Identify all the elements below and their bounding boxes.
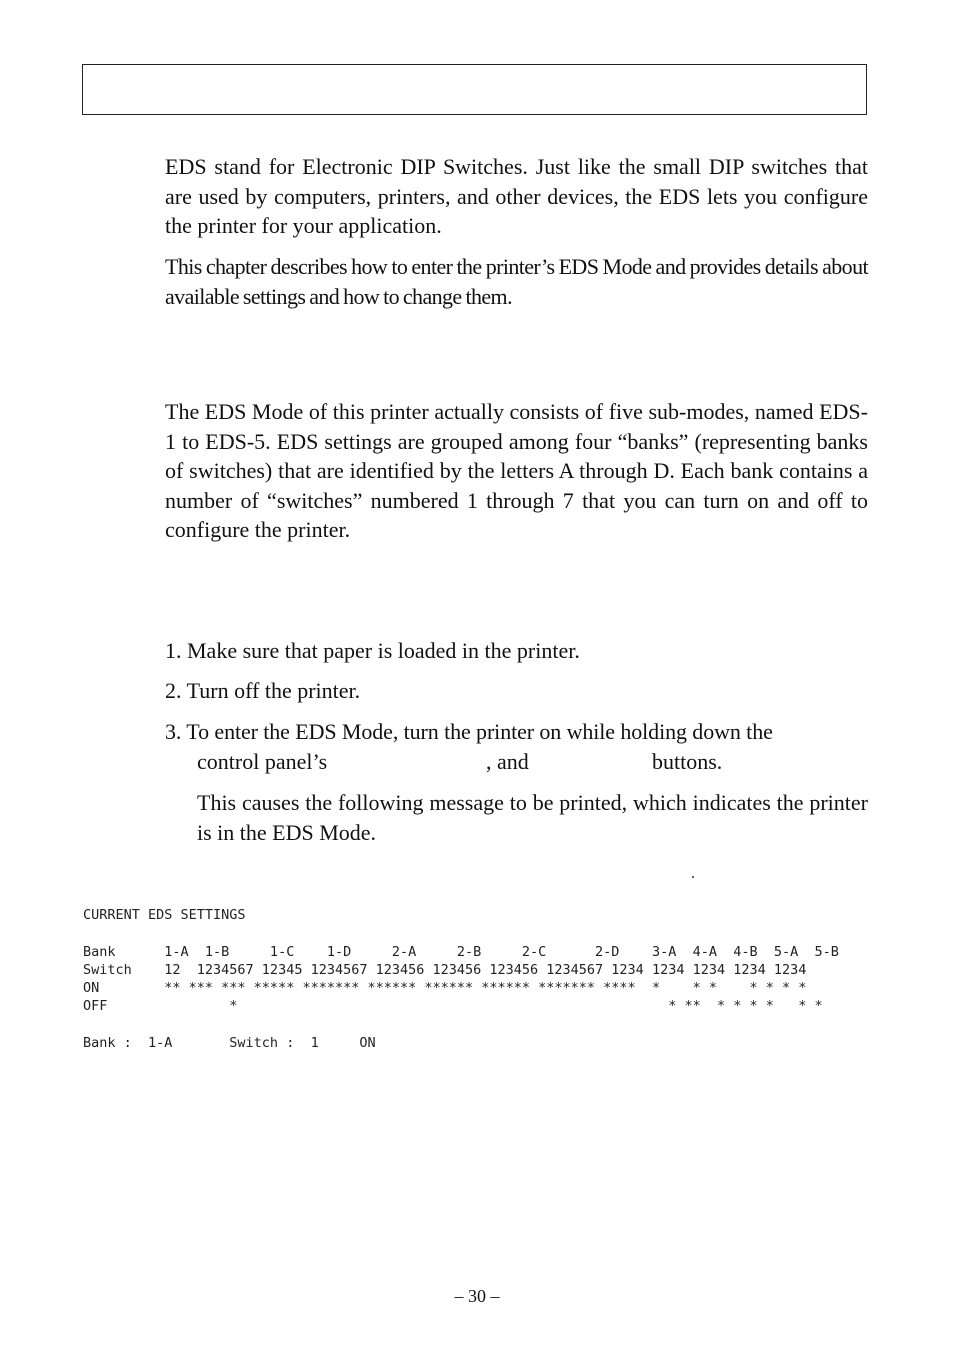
- step-3: 3. To enter the EDS Mode, turn the printer on while holding down the: [165, 719, 773, 744]
- printout-title: CURRENT EDS SETTINGS: [83, 907, 246, 923]
- step-3-continuation-c: buttons.: [652, 749, 723, 774]
- page-number: – 30 –: [454, 1286, 500, 1306]
- intro-paragraph-2: This chapter describes how to enter the printer’s EDS Mode and provides details about available settings and how to change them.: [165, 254, 868, 309]
- printout-status-row: Bank : 1-A Switch : 1 ON: [83, 1035, 376, 1051]
- step-2: 2. Turn off the printer.: [165, 678, 361, 703]
- step-3-continuation-a: control panel’s: [197, 749, 328, 774]
- printout-bank-row: Bank 1-A 1-B 1-C 1-D 2-A 2-B 2-C 2-D 3-A 4-A 4-B 5-A 5-B: [83, 944, 839, 960]
- chapter-title-box: [82, 64, 867, 115]
- stray-mark: [692, 876, 694, 878]
- step-3-note: This causes the following message to be printed, which indicates the printer is in the EDS Mode.: [197, 790, 868, 845]
- step-3-continuation-b: , and: [486, 749, 529, 774]
- printout-switch-row: Switch 12 1234567 12345 1234567 123456 123456 123456 1234567 1234 1234 1234 1234 1234: [83, 962, 807, 978]
- printout-on-row: ON ** *** *** ***** ******* ****** ****** ****** ******* **** * * * * * * *: [83, 980, 807, 996]
- intro-paragraph-1: EDS stand for Electronic DIP Switches. Just like the small DIP switches that are used by computers, printers, and other devices, the EDS lets you configure the printer for your application.: [165, 154, 868, 238]
- step-1: 1. Make sure that paper is loaded in the printer.: [165, 638, 580, 663]
- section1-paragraph: The EDS Mode of this printer actually consists of five sub-modes, named EDS-1 to EDS-5. EDS settings are grouped among four “banks” (representing banks of switches) that are identified by the letters A through D. Each bank contains a number of “switches” numbered 1 through 7 that you can turn on and off to configure the printer.: [165, 399, 868, 542]
- printout-off-row: OFF * * ** * * * * * *: [83, 998, 823, 1014]
